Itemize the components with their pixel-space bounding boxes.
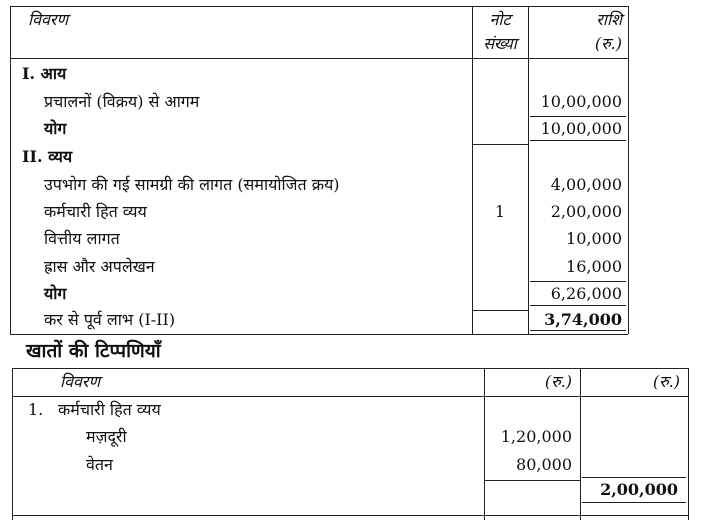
note-item-number: 1. [28,400,44,419]
header-note-line2: संख्या [483,34,517,53]
expense-amount: 16,000 [566,257,622,276]
header-particulars: विवरण [60,372,101,391]
expense-amount: 2,00,000 [550,202,622,221]
table1-left-border [10,6,11,334]
table2-col-divider-1 [484,368,485,520]
section-income: I. आय [22,64,67,83]
total-income-rule-bottom [530,140,626,141]
revenue-amount: 10,00,000 [540,92,622,111]
total-income-label: योग [44,119,67,138]
table1-header-divider [10,58,628,59]
pbt-label: कर से पूर्व लाभ (I-II) [44,310,176,329]
table1-col-divider-1 [472,6,473,334]
section-expense: II. व्यय [22,147,73,166]
expense-label: उपभोग की गई सामग्री की लागत (समायोजित क्रय) [44,175,340,194]
note-row-label: वेतन [86,455,113,474]
total-expense-amount: 6,26,000 [550,284,622,303]
expense-amount: 10,000 [566,229,622,248]
pbt-double-rule [530,330,626,331]
table2-header-divider [12,396,688,397]
table1-col-divider-2 [528,6,529,334]
expense-note: 1 [494,202,506,221]
expense-label: वित्तीय लागत [44,229,120,248]
expense-label: ह्रास और अपलेखन [44,257,155,276]
expense-amount: 4,00,000 [550,175,622,194]
note-row-amount: 80,000 [516,455,572,474]
pbt-amount: 3,74,000 [544,310,622,329]
total-expense-rule-bottom [530,305,626,306]
note-item-label: कर्मचारी हित व्यय [58,400,161,419]
header-note-line1: नोट [489,10,511,29]
total-income-rule-top [530,116,626,117]
total-expense-rule-top [530,281,626,282]
header-amount-line2: (रु.) [594,34,622,53]
table2-top-border [12,368,688,369]
table1-top-border [10,6,628,7]
note-row-amount: 1,20,000 [500,427,572,446]
header-amount-line1: राशि [596,10,622,29]
note-total-amount: 2,00,000 [600,480,678,499]
total-rule-top [582,477,686,478]
table1-right-border [628,6,629,334]
total-expense-label: योग [44,284,67,303]
total-rule-bottom [582,502,686,503]
revenue-label: प्रचालनों (विक्रय) से आगम [44,92,200,111]
note-box-line [472,310,528,311]
expense-label: कर्मचारी हित व्यय [44,202,147,221]
note-box-line [472,144,528,145]
table2-bottom-rule [12,515,688,516]
header-amount: (रु.) [544,372,572,391]
notes-title: खातों की टिप्पणियाँ [26,340,161,362]
total-income-amount: 10,00,000 [540,119,622,138]
table2-right-border [688,368,689,520]
table2-col-divider-2 [580,368,581,520]
table2-left-border [12,368,13,520]
header-particulars: विवरण [28,10,69,29]
header-amount: (रु.) [652,372,680,391]
subtotal-rule [484,480,580,481]
note-row-label: मज़दूरी [86,427,127,446]
table1-bottom-border [10,334,628,335]
